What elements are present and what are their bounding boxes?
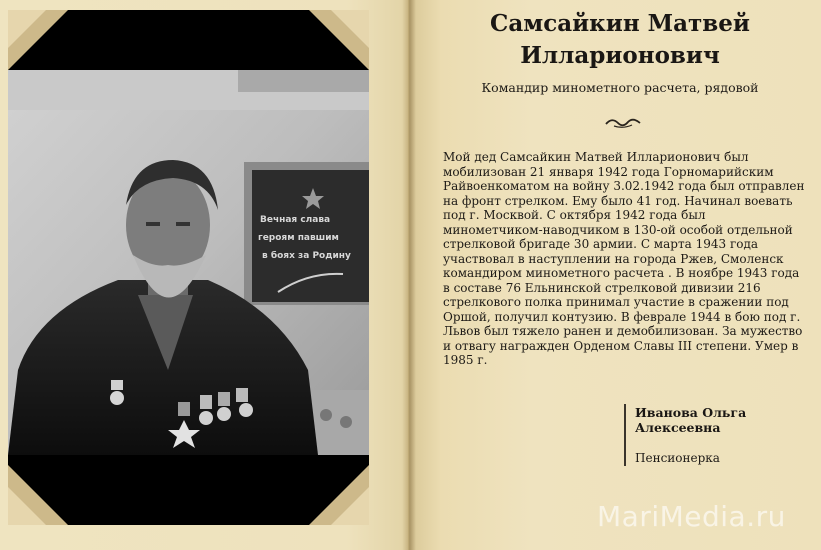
veteran-portrait-image [8, 10, 369, 525]
site-watermark: MariMedia.ru [597, 500, 786, 533]
person-name: Самсайкин Матвей Илларионович [490, 10, 750, 69]
author-divider [624, 404, 626, 466]
portrait-photo [8, 10, 369, 525]
flourish-ornament-icon [604, 115, 642, 131]
author-name: Иванова Ольга Алексеевна [635, 405, 747, 435]
svg-text:героям павшим: героям павшим [258, 233, 339, 243]
svg-text:в боях за Родину: в боях за Родину [262, 251, 351, 261]
person-rank: Командир минометного расчета, рядовой [481, 80, 759, 95]
photo-corner-top-left [8, 10, 68, 70]
photo-corner-bottom-left [8, 465, 68, 525]
author-role: Пенсионерка [635, 451, 720, 465]
book-spine [402, 0, 416, 550]
photo-corner-bottom-right [309, 465, 369, 525]
photo-corner-top-right [309, 10, 369, 70]
biography-text: Мой дед Самсайкин Матвей Илларионович был мобилизован 21 января 1942 года Горномарийским Райвоенкоматом на войну 3.02.1942 года был отправлен на фронт стрелком. Ему было 41 год. Начинал воевать под г. Москвой. С октября 1942 года был минометчиком-наводчиком в 130-ой особой отдельной стрелковой бригаде 30 армии. С марта 1943 года участвовал в наступлении на города Ржев, Смоленск командиром минометного расчета . В ноябре 1943 года в составе 76 Ельнинской стрелковой дивизии 216 стрелкового полка принимал участие в сражении под Оршой, получил контузию. В феврале 1944 в бою под г. Львов был тяжело ранен и демобилизован. За мужество и отвагу награжден Орденом Славы III степени. Умер в 1985 г. [443, 150, 805, 367]
svg-text:Вечная слава: Вечная слава [260, 215, 331, 225]
memorial-plaque [244, 162, 369, 305]
